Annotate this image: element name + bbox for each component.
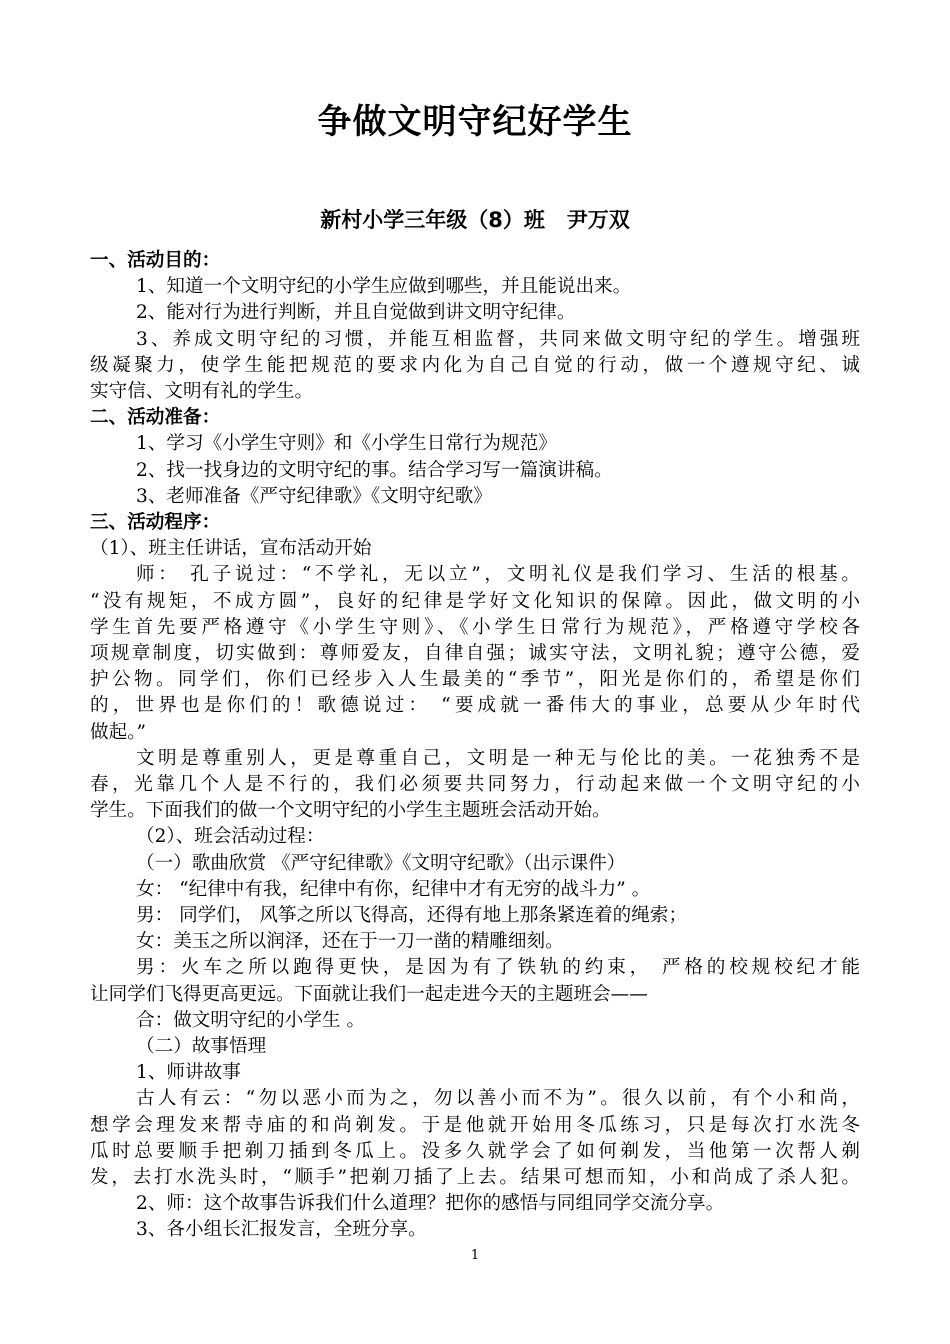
text-line: 春，光靠几个人是不行的，我们必须要共同努力，行动起来做一个文明守纪的小	[90, 773, 860, 795]
text-line: 3、老师准备《严守纪律歌》《文明守纪歌》	[136, 485, 492, 507]
page-title: 争做文明守纪好学生	[317, 102, 633, 142]
document-body	[90, 248, 860, 1243]
text-line: 合：做文明守纪的小学生 。	[136, 1009, 366, 1031]
text-line: 瓜时总要顺手把剃刀插到冬瓜上。没多久就学会了如何剃发，当他第一次帮人剃	[90, 1140, 860, 1162]
text-line: 女：美玉之所以润泽，还在于一刀一凿的精雕细刻。	[136, 931, 564, 953]
text-line: （二）故事悟理	[136, 1035, 267, 1057]
text-line: 实守信、文明有礼的学生。	[90, 380, 314, 402]
text-line: 1、学习《小学生守则》和《小学生日常行为规范》	[136, 433, 557, 455]
section-heading: 三、活动程序：	[90, 512, 221, 533]
text-line: 1、知道一个文明守纪的小学生应做到哪些，并且能说出来。	[136, 276, 632, 298]
text-line: 级凝聚力，使学生能把规范的要求内化为自己自觉的行动，做一个遵规守纪、诚	[90, 354, 860, 376]
text-line: 男： 同学们， 风筝之所以飞得高，还得有地上那条紧连着的绳索；	[136, 904, 688, 926]
text-line: 学生。下面我们的做一个文明守纪的小学生主题班会活动开始。	[90, 800, 611, 822]
page-number: 1	[470, 1248, 480, 1263]
text-line: 2、找一找身边的文明守纪的事。结合学习写一篇演讲稿。	[136, 459, 613, 481]
text-line: （1）、班主任讲话，宣布活动开始	[90, 538, 372, 560]
text-line: 发，去打水洗头时，“顺手”把剃刀插了上去。结果可想而知，小和尚成了杀人犯。	[90, 1166, 860, 1188]
text-line: 3、各小组长汇报发言，全班分享。	[136, 1219, 427, 1241]
section-heading: 一、活动目的：	[90, 250, 221, 271]
text-line: 想学会理发来帮寺庙的和尚剃发。于是他就开始用冬瓜练习，只是每次打水洗冬	[90, 1114, 860, 1136]
text-line: 做起。”	[90, 721, 146, 743]
text-line: 让同学们飞得更高更远。下面就让我们一起走进今天的主题班会——	[90, 983, 648, 1005]
text-line: 的，世界也是你们的！歌德说过： “要成就一番伟大的事业，总要从少年时代	[90, 695, 860, 717]
text-line: 3、养成文明守纪的习惯，并能互相监督，共同来做文明守纪的学生。增强班	[136, 328, 860, 350]
section-heading: 二、活动准备：	[90, 407, 221, 429]
text-line: （一）歌曲欣赏 《严守纪律歌》《文明守纪歌》（出示课件）	[136, 852, 626, 874]
text-line: 2、师：这个故事告诉我们什么道理？把你的感悟与同组同学交流分享。	[136, 1193, 725, 1215]
text-line: 文明是尊重别人，更是尊重自己，文明是一种无与伦比的美。一花独秀不是	[136, 747, 860, 769]
text-line: 项规章制度，切实做到：尊师爱友，自律自强；诚实守法，文明礼貌；遵守公德，爱	[90, 642, 860, 664]
text-line: 护公物。同学们，你们已经步入人生最美的“季节”，阳光是你们的，希望是你们	[90, 669, 860, 691]
text-line: 男：火车之所以跑得更快，是因为有了铁轨的约束， 严格的校规校纪才能	[136, 957, 860, 979]
text-line: 古人有云：“勿以恶小而为之，勿以善小而不为”。很久以前，有个小和尚，	[136, 1088, 860, 1110]
text-line: 2、能对行为进行判断，并且自觉做到讲文明守纪律。	[136, 302, 576, 324]
text-line: 师： 孔子说过：“不学礼，无以立”，文明礼仪是我们学习、生活的根基。	[136, 564, 860, 586]
text-line: 学生首先要严格遵守《小学生守则》、《小学生日常行为规范》，严格遵守学校各	[90, 616, 860, 638]
text-line: （2）、班会活动过程：	[136, 826, 325, 848]
text-line: 1、师讲故事	[136, 1062, 241, 1084]
text-line: 女： “纪律中有我，纪律中有你，纪律中才有无穷的战斗力” 。	[136, 878, 651, 900]
text-line: “没有规矩，不成方圆”，良好的纪律是学好文化知识的保障。因此，做文明的小	[90, 590, 860, 612]
class-author-line: 新村小学三年级（8）班 尹万双	[320, 208, 630, 232]
